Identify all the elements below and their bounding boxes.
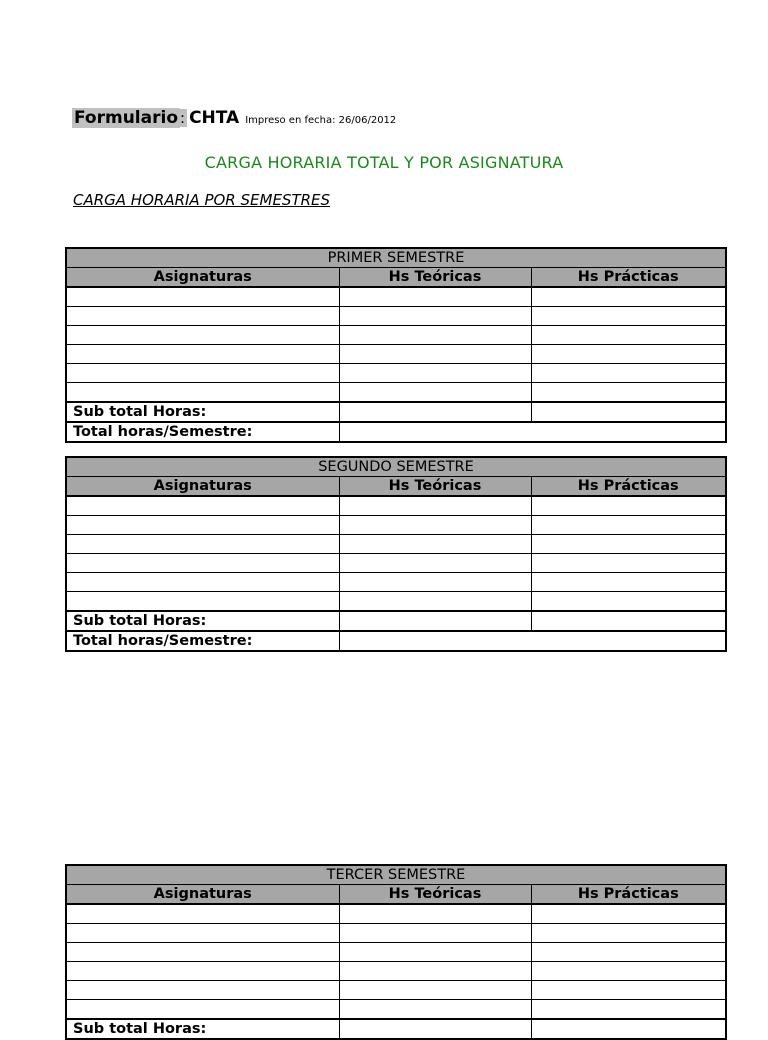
col-hs-practicas: Hs Prácticas <box>531 268 726 288</box>
col-hs-teoricas: Hs Teóricas <box>339 268 531 288</box>
total-label: Total horas/Semestre: <box>66 631 339 651</box>
table-row <box>66 516 726 535</box>
section-title: CARGA HORARIA POR SEMESTRES <box>73 191 331 209</box>
table-row <box>66 962 726 981</box>
form-colon: : <box>180 109 186 127</box>
col-asignaturas: Asignaturas <box>66 268 339 288</box>
cell-asignatura[interactable] <box>66 554 339 573</box>
total-value[interactable] <box>339 631 726 651</box>
cell-hs-teoricas[interactable] <box>339 383 531 403</box>
subtotal-practicas[interactable] <box>531 611 726 631</box>
form-header <box>72 108 396 132</box>
cell-hs-practicas[interactable] <box>531 383 726 403</box>
table-row <box>66 535 726 554</box>
total-value[interactable] <box>339 422 726 442</box>
cell-hs-teoricas[interactable] <box>339 516 531 535</box>
cell-hs-practicas[interactable] <box>531 924 726 943</box>
semester-title: SEGUNDO SEMESTRE <box>66 457 726 477</box>
table-row <box>66 364 726 383</box>
col-hs-teoricas: Hs Teóricas <box>339 885 531 905</box>
subtotal-label: Sub total Horas: <box>66 402 339 422</box>
cell-asignatura[interactable] <box>66 307 339 326</box>
cell-hs-teoricas[interactable] <box>339 981 531 1000</box>
cell-asignatura[interactable] <box>66 496 339 516</box>
subtotal-label: Sub total Horas: <box>66 611 339 631</box>
form-code: CHTA <box>189 108 240 128</box>
subtotal-row <box>66 611 726 631</box>
cell-asignatura[interactable] <box>66 326 339 345</box>
subtotal-teoricas[interactable] <box>339 611 531 631</box>
cell-hs-practicas[interactable] <box>531 326 726 345</box>
table-row <box>66 496 726 516</box>
col-asignaturas: Asignaturas <box>66 885 339 905</box>
cell-hs-practicas[interactable] <box>531 573 726 592</box>
cell-hs-practicas[interactable] <box>531 287 726 307</box>
cell-asignatura[interactable] <box>66 962 339 981</box>
cell-hs-teoricas[interactable] <box>339 962 531 981</box>
table-row <box>66 943 726 962</box>
col-asignaturas: Asignaturas <box>66 477 339 497</box>
cell-hs-practicas[interactable] <box>531 962 726 981</box>
cell-hs-teoricas[interactable] <box>339 924 531 943</box>
subtotal-row <box>66 402 726 422</box>
form-label: Formulario <box>74 108 178 128</box>
cell-asignatura[interactable] <box>66 924 339 943</box>
total-label: Total horas/Semestre: <box>66 422 339 442</box>
semester-table-2 <box>65 456 727 652</box>
cell-hs-practicas[interactable] <box>531 554 726 573</box>
col-hs-practicas: Hs Prácticas <box>531 477 726 497</box>
page-title: CARGA HORARIA TOTAL Y POR ASIGNATURA <box>204 153 564 172</box>
cell-asignatura[interactable] <box>66 981 339 1000</box>
total-row <box>66 631 726 651</box>
col-hs-practicas: Hs Prácticas <box>531 885 726 905</box>
table-row <box>66 383 726 403</box>
cell-hs-teoricas[interactable] <box>339 535 531 554</box>
subtotal-teoricas[interactable] <box>339 1019 531 1039</box>
cell-hs-teoricas[interactable] <box>339 904 531 924</box>
cell-asignatura[interactable] <box>66 383 339 403</box>
cell-hs-teoricas[interactable] <box>339 1000 531 1020</box>
cell-asignatura[interactable] <box>66 943 339 962</box>
subtotal-practicas[interactable] <box>531 1019 726 1039</box>
table-row <box>66 904 726 924</box>
cell-hs-practicas[interactable] <box>531 535 726 554</box>
subtotal-label: Sub total Horas: <box>66 1019 339 1039</box>
cell-asignatura[interactable] <box>66 345 339 364</box>
subtotal-row <box>66 1019 726 1039</box>
cell-asignatura[interactable] <box>66 535 339 554</box>
cell-hs-practicas[interactable] <box>531 943 726 962</box>
cell-hs-teoricas[interactable] <box>339 345 531 364</box>
cell-asignatura[interactable] <box>66 516 339 535</box>
total-row <box>66 422 726 442</box>
cell-hs-practicas[interactable] <box>531 307 726 326</box>
cell-asignatura[interactable] <box>66 573 339 592</box>
printed-date: Impreso en fecha: 26/06/2012 <box>245 115 397 126</box>
subtotal-practicas[interactable] <box>531 402 726 422</box>
cell-asignatura[interactable] <box>66 904 339 924</box>
table-row <box>66 287 726 307</box>
cell-hs-teoricas[interactable] <box>339 554 531 573</box>
table-row <box>66 345 726 364</box>
cell-asignatura[interactable] <box>66 592 339 612</box>
cell-hs-practicas[interactable] <box>531 981 726 1000</box>
cell-hs-practicas[interactable] <box>531 345 726 364</box>
table-row <box>66 554 726 573</box>
subtotal-teoricas[interactable] <box>339 402 531 422</box>
cell-hs-practicas[interactable] <box>531 496 726 516</box>
table-row <box>66 592 726 612</box>
cell-hs-teoricas[interactable] <box>339 307 531 326</box>
cell-hs-practicas[interactable] <box>531 592 726 612</box>
semester-table-3 <box>65 864 727 1040</box>
cell-hs-practicas[interactable] <box>531 364 726 383</box>
cell-hs-practicas[interactable] <box>531 1000 726 1020</box>
table-row <box>66 981 726 1000</box>
cell-asignatura[interactable] <box>66 1000 339 1020</box>
cell-asignatura[interactable] <box>66 287 339 307</box>
semester-title: TERCER SEMESTRE <box>66 865 726 885</box>
cell-hs-teoricas[interactable] <box>339 326 531 345</box>
table-row <box>66 307 726 326</box>
cell-asignatura[interactable] <box>66 364 339 383</box>
cell-hs-practicas[interactable] <box>531 516 726 535</box>
table-row <box>66 924 726 943</box>
cell-hs-practicas[interactable] <box>531 904 726 924</box>
cell-hs-teoricas[interactable] <box>339 943 531 962</box>
cell-hs-teoricas[interactable] <box>339 592 531 612</box>
cell-hs-teoricas[interactable] <box>339 496 531 516</box>
semester-title: PRIMER SEMESTRE <box>66 248 726 268</box>
cell-hs-teoricas[interactable] <box>339 573 531 592</box>
col-hs-teoricas: Hs Teóricas <box>339 477 531 497</box>
table-row <box>66 1000 726 1020</box>
cell-hs-teoricas[interactable] <box>339 364 531 383</box>
cell-hs-teoricas[interactable] <box>339 287 531 307</box>
table-row <box>66 326 726 345</box>
table-row <box>66 573 726 592</box>
semester-table-1 <box>65 247 727 443</box>
